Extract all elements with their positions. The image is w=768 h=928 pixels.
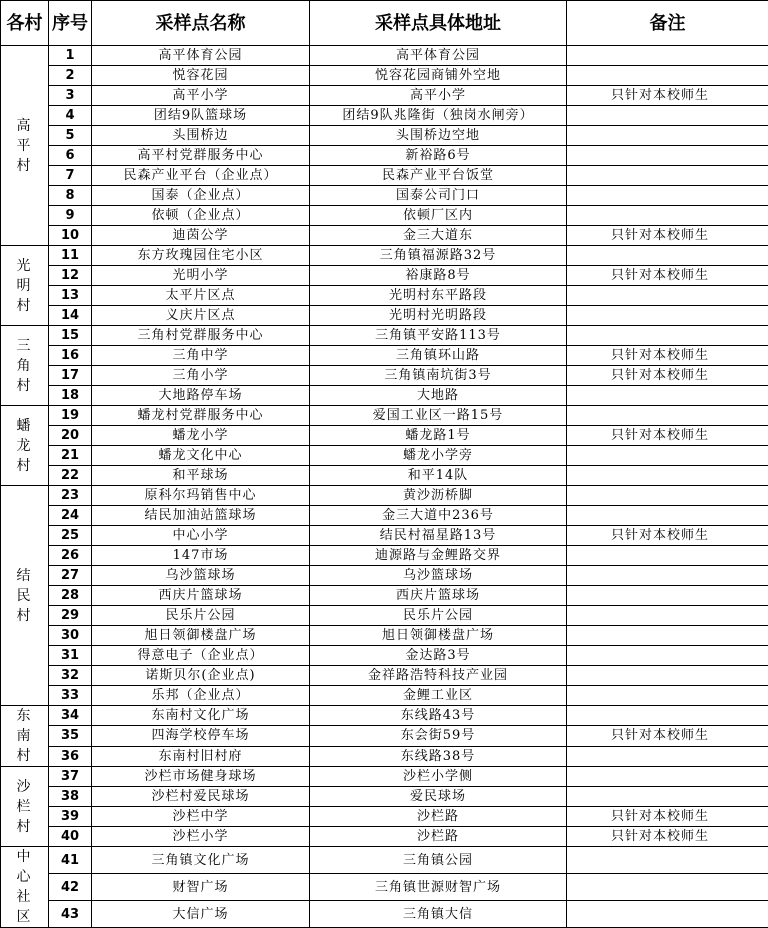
address-cell: 三角镇南坑街3号 [310,366,567,386]
seq-cell: 13 [49,286,92,306]
address-cell: 东会街59号 [310,726,567,746]
address-cell: 头围桥边空地 [310,126,567,146]
note-cell [567,206,768,226]
seq-cell: 42 [49,874,92,901]
address-cell: 和平14队 [310,466,567,486]
table-row [1,506,768,526]
site-name-cell: 高平村党群服务中心 [92,146,310,166]
address-cell: 三角镇世源财智广场 [310,874,567,901]
note-cell [567,486,768,506]
table-row [1,426,768,446]
seq-cell: 34 [49,706,92,726]
village-cell [1,46,49,246]
village-name: 中心社区 [11,847,39,927]
seq-cell: 9 [49,206,92,226]
site-name-cell: 团结9队篮球场 [92,106,310,126]
address-cell: 悦容花园商铺外空地 [310,66,567,86]
table-row [1,847,768,874]
address-cell: 国泰公司门口 [310,186,567,206]
seq-cell: 31 [49,646,92,666]
table-row [1,726,768,746]
address-cell: 乌沙篮球场 [310,566,567,586]
seq-cell: 32 [49,666,92,686]
site-name-cell: 东南村文化广场 [92,706,310,726]
site-name-cell: 民乐片公园 [92,606,310,626]
table-row [1,446,768,466]
note-cell [567,386,768,406]
seq-cell: 12 [49,266,92,286]
note-cell [567,326,768,346]
village-name: 高平村 [11,116,39,176]
note-cell: 只针对本校师生 [567,426,768,446]
address-cell: 团结9队兆隆街（独岗水闸旁） [310,106,567,126]
seq-cell: 33 [49,686,92,706]
address-cell: 结民村福星路13号 [310,526,567,546]
address-cell: 高平小学 [310,86,567,106]
table-row [1,787,768,807]
seq-cell: 25 [49,526,92,546]
table-row [1,146,768,166]
village-name: 蟠龙村 [11,416,39,476]
village-cell [1,767,49,847]
note-cell [567,686,768,706]
site-name-cell: 光明小学 [92,266,310,286]
seq-cell: 38 [49,787,92,807]
village-name: 三角村 [11,336,39,396]
address-cell: 沙栏小学侧 [310,767,567,787]
seq-cell: 6 [49,146,92,166]
address-cell: 蟠龙小学旁 [310,446,567,466]
seq-cell: 29 [49,606,92,626]
address-cell: 新裕路6号 [310,146,567,166]
site-name-cell: 西庆片篮球场 [92,586,310,606]
seq-cell: 40 [49,827,92,847]
site-name-cell: 大信广场 [92,901,310,928]
table-row [1,626,768,646]
village-cell [1,706,49,767]
address-cell: 沙栏路 [310,827,567,847]
table-row [1,226,768,246]
seq-cell: 41 [49,847,92,874]
site-name-cell: 蟠龙小学 [92,426,310,446]
site-name-cell: 乐邦（企业点） [92,686,310,706]
seq-cell: 10 [49,226,92,246]
note-cell: 只针对本校师生 [567,346,768,366]
address-cell: 大地路 [310,386,567,406]
table-row [1,586,768,606]
seq-cell: 24 [49,506,92,526]
site-name-cell: 结民加油站篮球场 [92,506,310,526]
table-row [1,546,768,566]
note-cell [567,506,768,526]
site-name-cell: 迪茵公学 [92,226,310,246]
address-cell: 民乐片公园 [310,606,567,626]
address-cell: 金三大道中236号 [310,506,567,526]
table-row [1,366,768,386]
table-row [1,827,768,847]
site-name-cell: 沙栏村爱民球场 [92,787,310,807]
header-address: 采样点具体地址 [310,1,567,46]
note-cell [567,306,768,326]
address-cell: 三角镇环山路 [310,346,567,366]
seq-cell: 18 [49,386,92,406]
note-cell [567,901,768,928]
address-cell: 西庆片篮球场 [310,586,567,606]
note-cell: 只针对本校师生 [567,86,768,106]
site-name-cell: 三角中学 [92,346,310,366]
seq-cell: 7 [49,166,92,186]
note-cell [567,66,768,86]
seq-cell: 4 [49,106,92,126]
seq-cell: 21 [49,446,92,466]
table-row [1,46,768,66]
header-village: 各村 [1,1,49,46]
table-row [1,186,768,206]
note-cell [567,466,768,486]
note-cell: 只针对本校师生 [567,827,768,847]
table-row [1,206,768,226]
village-cell [1,847,49,928]
address-cell: 金鲤工业区 [310,686,567,706]
village-name: 结民村 [11,566,39,626]
table-row [1,666,768,686]
note-cell: 只针对本校师生 [567,526,768,546]
address-cell: 光明村东平路段 [310,286,567,306]
table-row [1,246,768,266]
address-cell: 迪源路与金鲤路交界 [310,546,567,566]
seq-cell: 27 [49,566,92,586]
table-row [1,466,768,486]
site-name-cell: 国泰（企业点） [92,186,310,206]
village-name: 东南村 [11,706,39,766]
site-name-cell: 高平体育公园 [92,46,310,66]
address-cell: 金三大道东 [310,226,567,246]
site-name-cell: 和平球场 [92,466,310,486]
site-name-cell: 三角镇文化广场 [92,847,310,874]
table-row [1,126,768,146]
header-seq: 序号 [49,1,92,46]
seq-cell: 20 [49,426,92,446]
table-row [1,486,768,506]
site-name-cell: 高平小学 [92,86,310,106]
village-name: 光明村 [11,256,39,316]
header-row [1,1,768,46]
note-cell [567,566,768,586]
note-cell [567,646,768,666]
address-cell: 蟠龙路1号 [310,426,567,446]
table-row [1,326,768,346]
seq-cell: 17 [49,366,92,386]
table-row [1,646,768,666]
note-cell: 只针对本校师生 [567,266,768,286]
site-name-cell: 三角小学 [92,366,310,386]
village-cell [1,406,49,486]
site-name-cell: 蟠龙村党群服务中心 [92,406,310,426]
village-name: 沙栏村 [11,777,39,837]
note-cell [567,166,768,186]
note-cell [567,606,768,626]
note-cell [567,46,768,66]
site-name-cell: 中心小学 [92,526,310,546]
seq-cell: 37 [49,767,92,787]
note-cell [567,787,768,807]
table-row [1,86,768,106]
address-cell: 依顿厂区内 [310,206,567,226]
address-cell: 三角镇公园 [310,847,567,874]
table-row [1,406,768,426]
table-row [1,901,768,928]
table-row [1,874,768,901]
address-cell: 三角镇大信 [310,901,567,928]
table-row [1,306,768,326]
note-cell [567,106,768,126]
seq-cell: 36 [49,746,92,766]
site-name-cell: 乌沙篮球场 [92,566,310,586]
seq-cell: 11 [49,246,92,266]
site-name-cell: 沙栏中学 [92,807,310,827]
note-cell [567,146,768,166]
seq-cell: 15 [49,326,92,346]
note-cell [567,767,768,787]
address-cell: 光明村光明路段 [310,306,567,326]
table-row [1,166,768,186]
seq-cell: 28 [49,586,92,606]
site-name-cell: 147市场 [92,546,310,566]
note-cell [567,286,768,306]
note-cell: 只针对本校师生 [567,726,768,746]
site-name-cell: 东方玫瑰园住宅小区 [92,246,310,266]
note-cell [567,446,768,466]
table-row [1,686,768,706]
note-cell: 只针对本校师生 [567,807,768,827]
table-row [1,746,768,766]
site-name-cell: 民森产业平台（企业点） [92,166,310,186]
table-row [1,386,768,406]
seq-cell: 19 [49,406,92,426]
village-cell [1,486,49,706]
village-cell [1,246,49,326]
site-name-cell: 沙栏市场健身球场 [92,767,310,787]
table-row [1,106,768,126]
note-cell: 只针对本校师生 [567,226,768,246]
note-cell [567,246,768,266]
address-cell: 金祥路浩特科技产业园 [310,666,567,686]
note-cell [567,847,768,874]
seq-cell: 16 [49,346,92,366]
table-row [1,286,768,306]
seq-cell: 43 [49,901,92,928]
header-note: 备注 [567,1,768,46]
seq-cell: 26 [49,546,92,566]
seq-cell: 1 [49,46,92,66]
site-name-cell: 四海学校停车场 [92,726,310,746]
site-name-cell: 头围桥边 [92,126,310,146]
note-cell [567,126,768,146]
address-cell: 东线路43号 [310,706,567,726]
seq-cell: 35 [49,726,92,746]
address-cell: 黄沙沥桥脚 [310,486,567,506]
address-cell: 民森产业平台饭堂 [310,166,567,186]
note-cell [567,406,768,426]
seq-cell: 23 [49,486,92,506]
table-row [1,566,768,586]
site-name-cell: 义庆片区点 [92,306,310,326]
seq-cell: 3 [49,86,92,106]
note-cell [567,874,768,901]
seq-cell: 2 [49,66,92,86]
table-body [1,46,768,928]
seq-cell: 39 [49,807,92,827]
site-name-cell: 依顿（企业点） [92,206,310,226]
table-row [1,606,768,626]
seq-cell: 30 [49,626,92,646]
site-name-cell: 三角村党群服务中心 [92,326,310,346]
table-row [1,66,768,86]
table-row [1,266,768,286]
address-cell: 旭日领御楼盘广场 [310,626,567,646]
note-cell: 只针对本校师生 [567,366,768,386]
seq-cell: 22 [49,466,92,486]
address-cell: 沙栏路 [310,807,567,827]
table-row [1,807,768,827]
village-cell [1,326,49,406]
site-name-cell: 太平片区点 [92,286,310,306]
table-row [1,706,768,726]
site-name-cell: 旭日领御楼盘广场 [92,626,310,646]
site-name-cell: 蟠龙文化中心 [92,446,310,466]
site-name-cell: 沙栏小学 [92,827,310,847]
address-cell: 爱国工业区一路15号 [310,406,567,426]
address-cell: 爱民球场 [310,787,567,807]
table-row [1,767,768,787]
site-name-cell: 诺斯贝尔(企业点) [92,666,310,686]
note-cell [567,586,768,606]
note-cell [567,746,768,766]
address-cell: 裕康路8号 [310,266,567,286]
address-cell: 高平体育公园 [310,46,567,66]
note-cell [567,626,768,646]
seq-cell: 14 [49,306,92,326]
note-cell [567,706,768,726]
address-cell: 金达路3号 [310,646,567,666]
note-cell [567,186,768,206]
seq-cell: 5 [49,126,92,146]
address-cell: 三角镇福源路32号 [310,246,567,266]
address-cell: 三角镇平安路113号 [310,326,567,346]
site-name-cell: 东南村旧村府 [92,746,310,766]
table-row [1,346,768,366]
note-cell [567,666,768,686]
site-name-cell: 悦容花园 [92,66,310,86]
site-name-cell: 得意电子（企业点） [92,646,310,666]
header-site-name: 采样点名称 [92,1,310,46]
site-name-cell: 财智广场 [92,874,310,901]
seq-cell: 8 [49,186,92,206]
site-name-cell: 原科尔玛销售中心 [92,486,310,506]
table-row [1,526,768,546]
site-name-cell: 大地路停车场 [92,386,310,406]
address-cell: 东线路38号 [310,746,567,766]
note-cell [567,546,768,566]
